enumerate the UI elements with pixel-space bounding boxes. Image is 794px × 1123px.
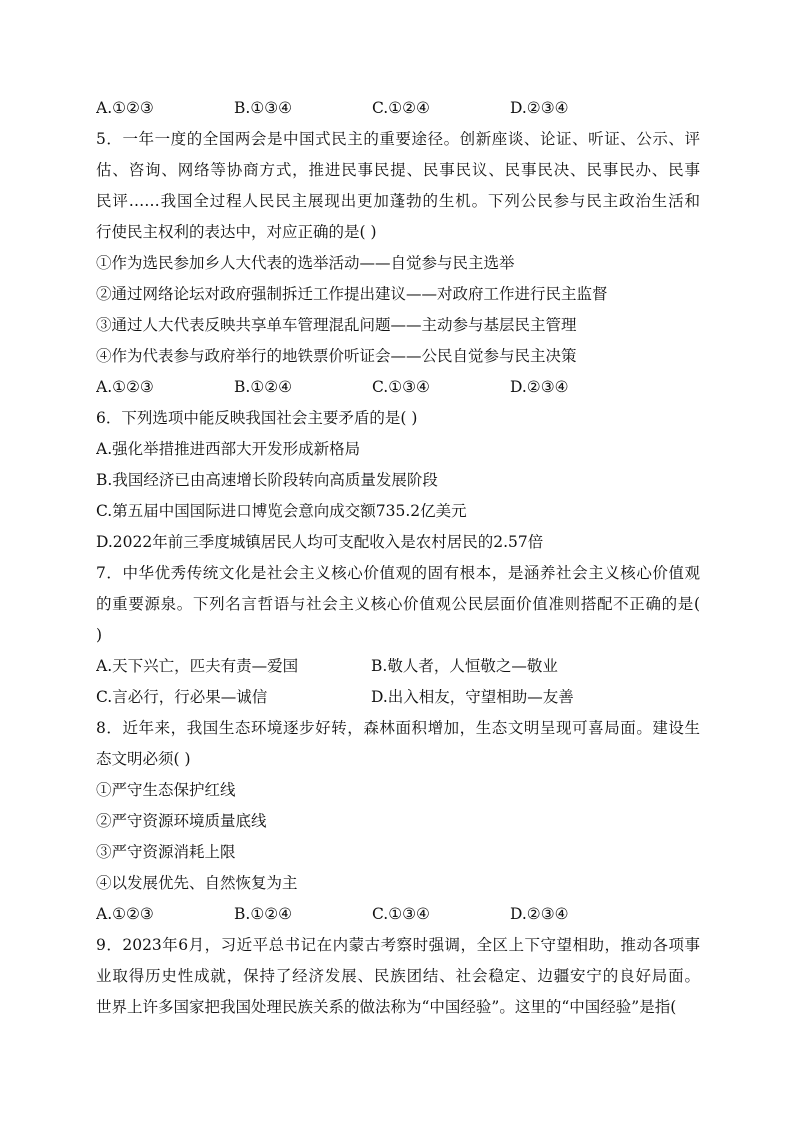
q6-option-d: D.2022年前三季度城镇居民人均可支配收入是农村居民的2.57倍 — [96, 533, 544, 551]
q4-option-b: B.①③④ — [234, 99, 293, 117]
q9-stem-line-1: 9．2023年6月，习近平总书记在内蒙古考察时强调，全区上下守望相助，推动各项事 — [96, 936, 700, 954]
q5-option-c: C.①③④ — [372, 378, 430, 396]
q4-options — [96, 93, 700, 124]
q9-stem-line-3: 世界上许多国家把我国处理民族关系的做法称为“中国经验”。这里的“中国经验”是指( — [96, 998, 677, 1016]
q8-item-3: ③严守资源消耗上限 — [96, 843, 236, 861]
q6-option-a: A.强化举措推进西部大开发形成新格局 — [96, 440, 361, 458]
exam-content — [96, 93, 700, 1023]
q6-stem: 6．下列选项中能反映我国社会主要矛盾的是( ) — [96, 409, 418, 427]
q5-stem-line-4: 行使民主权利的表达中，对应正确的是( ) — [96, 223, 377, 241]
q6-option-c: C.第五届中国国际进口博览会意向成交额735.2亿美元 — [96, 502, 467, 520]
q7-option-d: D.出入相友，守望相助—友善 — [371, 688, 574, 706]
q7-options-row-2 — [96, 682, 700, 713]
q4-option-a: A.①②③ — [96, 99, 154, 117]
q5-option-a: A.①②③ — [96, 378, 154, 396]
q5-item-4: ④作为代表参与政府举行的地铁票价听证会——公民自觉参与民主决策 — [96, 347, 577, 365]
q8-option-c: C.①③④ — [372, 905, 430, 923]
q7-options-row-1 — [96, 651, 700, 682]
q5-item-3: ③通过人大代表反映共享单车管理混乱问题——主动参与基层民主管理 — [96, 316, 577, 334]
q6-option-b: B.我国经济已由高速增长阶段转向高质量发展阶段 — [96, 471, 438, 489]
q5-option-d: D.②③④ — [510, 378, 569, 396]
q8-item-1: ①严守生态保护红线 — [96, 781, 236, 799]
q8-options — [96, 899, 700, 930]
q8-stem-line-1: 8．近年来，我国生态环境逐步好转，森林面积增加，生态文明呈现可喜局面。建设生 — [96, 719, 700, 737]
q7-stem-line-3: ) — [96, 626, 103, 644]
q5-option-b: B.①②④ — [234, 378, 293, 396]
q7-stem-line-2: 的重要源泉。下列名言哲语与社会主义核心价值观公民层面价值准则搭配不正确的是( — [96, 595, 700, 613]
q7-option-c: C.言必行，行必果—诚信 — [96, 688, 268, 706]
q7-stem-line-1: 7．中华优秀传统文化是社会主义核心价值观的固有根本，是涵养社会主义核心价值观 — [96, 564, 700, 582]
q7-option-b: B.敬人者，人恒敬之—敬业 — [371, 657, 558, 675]
q5-stem-line-1: 5．一年一度的全国两会是中国式民主的重要途径。创新座谈、论证、听证、公示、评 — [96, 130, 700, 148]
q4-option-c: C.①②④ — [372, 99, 430, 117]
q4-option-d: D.②③④ — [510, 99, 569, 117]
q8-item-4: ④以发展优先、自然恢复为主 — [96, 874, 298, 892]
q5-stem-line-3: 民评……我国全过程人民民主展现出更加蓬勃的生机。下列公民参与民主政治生活和 — [96, 192, 700, 210]
q5-item-1: ①作为选民参加乡人大代表的选举活动——自觉参与民主选举 — [96, 254, 515, 272]
q8-item-2: ②严守资源环境质量底线 — [96, 812, 267, 830]
q5-options — [96, 372, 700, 403]
q5-item-2: ②通过网络论坛对政府强制拆迁工作提出建议——对政府工作进行民主监督 — [96, 285, 608, 303]
q8-option-d: D.②③④ — [510, 905, 569, 923]
q8-option-b: B.①②④ — [234, 905, 293, 923]
q7-option-a: A.天下兴亡，匹夫有责—爱国 — [96, 657, 299, 675]
q5-stem-line-2: 估、咨询、网络等协商方式，推进民事民提、民事民议、民事民决、民事民办、民事 — [96, 161, 700, 179]
q8-stem-line-2: 态文明必须( ) — [96, 750, 191, 768]
q8-option-a: A.①②③ — [96, 905, 154, 923]
q9-stem-line-2: 业取得历史性成就，保持了经济发展、民族团结、社会稳定、边疆安宁的良好局面。 — [96, 967, 700, 985]
